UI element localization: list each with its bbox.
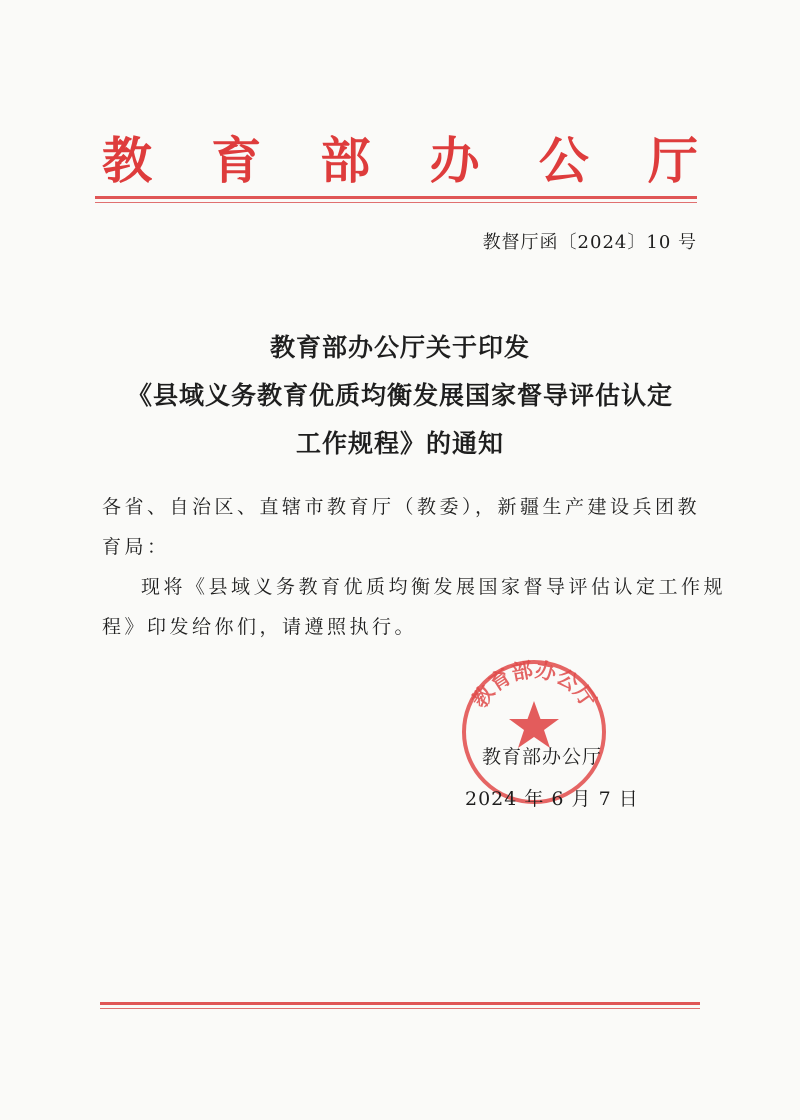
body-line-2: 育局： — [102, 536, 170, 558]
signature-name: 教育部办公厅 — [482, 746, 603, 768]
signature-date: 2024 年 6 月 7 日 — [465, 788, 639, 810]
footer-divider-thin — [100, 1008, 700, 1009]
body-line-4: 程》印发给你们，请遵照执行。 — [102, 616, 418, 638]
masthead-char: 育 — [211, 131, 262, 190]
masthead-char: 办 — [429, 131, 480, 190]
masthead-title — [95, 124, 705, 190]
body-line-1: 各省、自治区、直辖市教育厅（教委），新疆生产建设兵团教 — [102, 496, 701, 518]
masthead-char: 教 — [102, 131, 152, 190]
masthead-char: 厅 — [647, 131, 698, 190]
masthead-divider — [95, 196, 697, 199]
title-line-1: 教育部办公厅关于印发 — [269, 333, 530, 362]
title-line-2: 《县域义务教育优质均衡发展国家督导评估认定 — [126, 381, 673, 410]
masthead-char: 公 — [538, 131, 589, 190]
body-line-3: 现将《县域义务教育优质均衡发展国家督导评估认定工作规 — [141, 576, 727, 598]
footer-divider — [100, 1002, 700, 1005]
seal-star-icon — [509, 701, 559, 748]
document-number: 教督厅函〔2024〕10 号 — [482, 232, 697, 253]
seal-text: 教育部办公厅 — [466, 657, 602, 713]
masthead-divider-thin — [95, 202, 697, 203]
masthead-char: 部 — [320, 131, 371, 190]
title-line-3: 工作规程》的通知 — [295, 429, 504, 458]
